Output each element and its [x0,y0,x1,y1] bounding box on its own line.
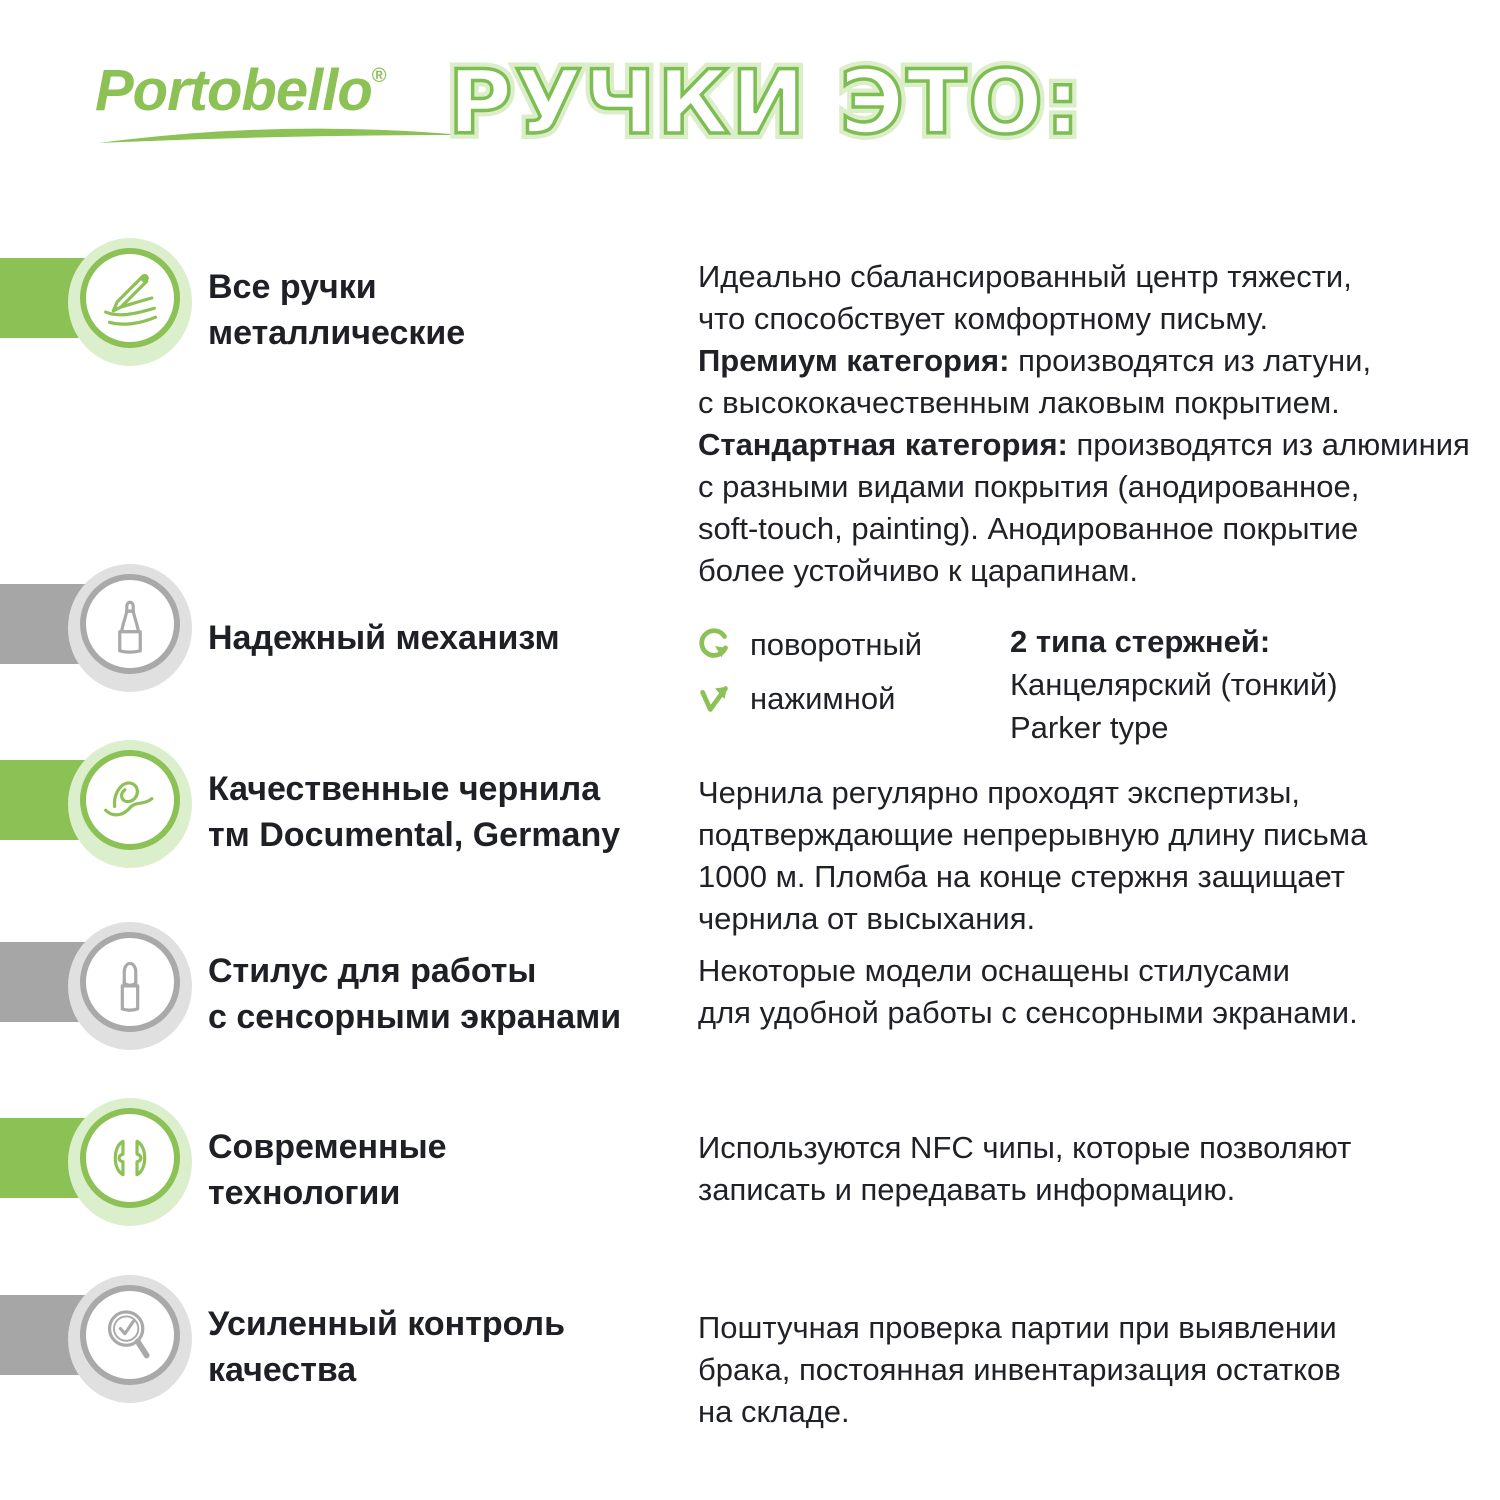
mechanism-label: поворотный [750,627,923,662]
text-line: что способствует комфортному письму. [698,301,1269,336]
heading-line: тм Documental, Germany [208,816,621,854]
text-line: на складе. [698,1394,850,1429]
text-line: чернила от высыхания. [698,901,1036,936]
row-description [698,772,1367,940]
text-line: Поштучная проверка партии при выявлении [698,1310,1337,1345]
text-line: Идеально сбалансированный центр тяжести, [698,259,1352,294]
mechanism-label: нажимной [750,681,896,716]
logo-text: Portobello [95,58,372,123]
text-line: Чернила регулярно проходят экспертизы, [698,775,1300,810]
row-heading [208,1124,447,1216]
icon-circle [80,574,180,674]
text-line: 1000 м. Пломба на конце стержня защищает [698,859,1345,894]
heading-line: Современные [208,1128,447,1166]
row-heading [208,264,465,356]
row-description [698,1307,1341,1433]
row-description [698,950,1358,1034]
refill-types-title: 2 типа стержней: [1010,624,1271,659]
icon-circle [80,1285,180,1385]
heading-line: качества [208,1351,357,1389]
row-description [698,1127,1351,1211]
row-description [698,256,1470,592]
mechanism-item [696,624,922,666]
heading-line: с сенсорными экранами [208,998,622,1036]
text-line: брака, постоянная инвентаризация остатков [698,1352,1341,1387]
heading-line: Качественные чернила [208,770,601,808]
page-title: РУЧКИ ЭТО: РУЧКИ ЭТО: [448,52,1082,153]
row-heading [208,1301,565,1393]
refill-type-item: Канцелярский (тонкий) [1010,667,1338,702]
pen-tip-icon [98,592,162,656]
heading-line: технологии [208,1174,401,1212]
text-line: более устойчиво к царапинам. [698,553,1139,588]
row-heading [208,766,620,858]
text-line: Премиум категория: производятся из латуни, [698,343,1372,378]
refill-types [1010,620,1338,749]
heading-line: Надежный механизм [208,619,560,657]
text-line: Стандартная категория: производятся из алюминия [698,427,1470,462]
rotate-arrow-icon [696,626,734,664]
heading-line: Все ручки [208,268,377,306]
text-line: для удобной работы с сенсорными экранами. [698,995,1358,1030]
text-line: с разными видами покрытия (анодированное, [698,469,1360,504]
text-line: Некоторые модели оснащены стилусами [698,953,1290,988]
logo-swoosh-icon [95,126,467,148]
mechanism-item [696,678,895,720]
logo-wordmark [95,58,386,123]
text-line: Используются NFC чипы, которые позволяют [698,1130,1352,1165]
refill-type-item: Parker type [1010,710,1169,745]
heading-line: Усиленный контроль [208,1305,566,1343]
icon-circle [80,1108,180,1208]
push-arrow-icon [696,680,734,718]
magnifier-check-icon [98,1303,162,1367]
text-line: записать и передавать информацию. [698,1172,1236,1207]
row-heading [208,948,621,1040]
stylus-icon [98,950,162,1014]
pen-writing-icon [98,266,162,330]
icon-circle [80,248,180,348]
heading-line: металлические [208,314,466,352]
registered-trademark-icon: ® [371,65,386,87]
ink-squiggle-icon [98,768,162,832]
text-line: подтверждающие непрерывную длину письма [698,817,1368,852]
icon-circle [80,750,180,850]
icon-circle [80,932,180,1032]
text-line: с высококачественным лаковым покрытием. [698,385,1340,420]
nfc-icon [98,1126,162,1190]
portobello-logo [95,58,475,148]
heading-line: Стилус для работы [208,952,537,990]
row-heading [208,615,560,661]
text-line: soft-touch, painting). Анодированное покрытие [698,511,1359,546]
